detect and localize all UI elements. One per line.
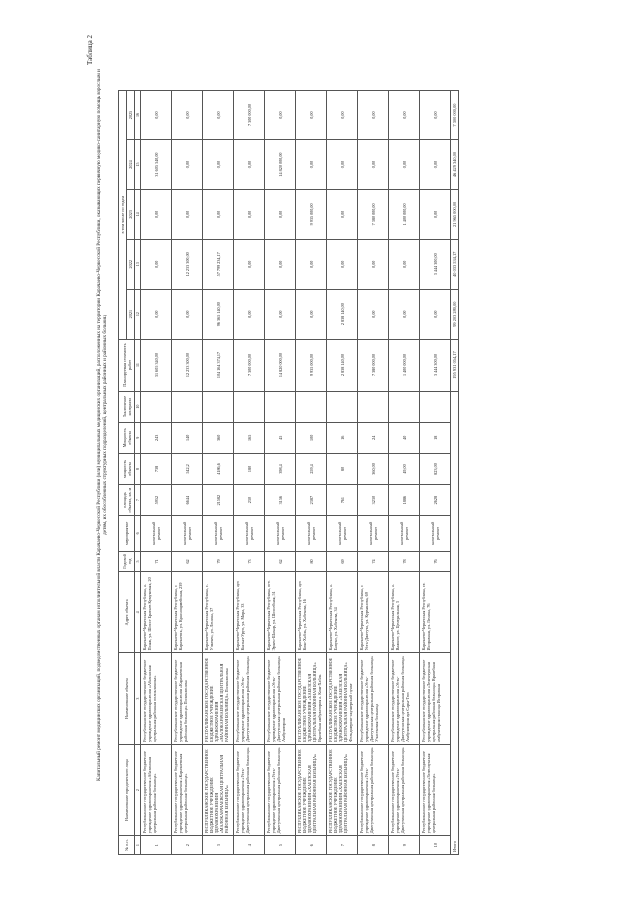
- cell-addr: Карачаево-Черкесская Республика, аул Кош-Хабль, ул. Хабекова, 16: [296, 572, 327, 653]
- cell-y2022: 0,00: [234, 239, 265, 289]
- table-row: [203, 91, 234, 855]
- cell-org: РЕСПУБЛИКАНСКОЕ ГОСУДАРСТВЕННОЕ БЮДЖЕТНОЕ УЧРЕЖДЕНИЕ ЗДРАВООХРАНЕНИЯ «ХАБЕЗСКАЯ ЦЕНТРАЛЬНАЯ РАЙОННАЯ БОЛЬНИЦА»: [327, 744, 358, 835]
- col-year: Годовой год: [119, 551, 135, 572]
- colnum: 12: [135, 289, 141, 339]
- cell-area: 6644: [172, 485, 203, 516]
- cell-org: Республиканское государственное бюджетное учреждение здравоохранения «Усть-Джегутинская центральная районная больница»: [265, 744, 296, 835]
- cell-cap: 360: [203, 422, 234, 453]
- cell-type: капитальный ремонт: [327, 516, 358, 551]
- cell-area: 2628: [420, 485, 451, 516]
- col-area: площадь объекта, кв. м: [119, 485, 135, 516]
- cell-obj: Республиканское государственное бюджетное учреждение здравоохранения «Усть-Джегутинская центральная районная больница» Участковая больница: [358, 653, 389, 744]
- cell-area: 230: [234, 485, 265, 516]
- cell-area: 5952: [141, 485, 172, 516]
- cell-y2022: 0,00: [327, 239, 358, 289]
- cell-obj: Республиканское государственное бюджетное учреждение здравоохранения «Усть-Джегутинская центральная районная больница»: [234, 653, 265, 744]
- cell-date: [296, 391, 327, 422]
- col-by-year: в том числе по годам: [119, 91, 127, 340]
- cell-n: 8: [358, 836, 389, 855]
- cell-obj: РЕСПУБЛИКАНСКОЕ ГОСУДАРСТВЕННОЕ БЮДЖЕТНОЕ УЧРЕЖДЕНИЕ ЗДРАВООХРАНЕНИЯ «ХАБЕЗСКАЯ ЦЕНТРАЛЬНАЯ РАЙОННАЯ БОЛЬНИЦА» Фельдшерско-акушерский пункт: [327, 653, 358, 744]
- cell-y2021: 0,00: [141, 289, 172, 339]
- cell-addr: Карачаево-Черкесская Республика, ст. Исправная, ул. Ленина, 76: [420, 572, 451, 653]
- cell-cost: 31 605 340,00: [141, 339, 172, 391]
- cell-addr: Карачаево-Черкесская Республика, г. Карачаевск, ул. Красноармейская, 239: [172, 572, 203, 653]
- cell-y2023: 0,00: [172, 189, 203, 239]
- col-cap: Мощность объекта: [119, 422, 135, 453]
- cell-y2023: 0,00: [420, 189, 451, 239]
- cell-year: 80: [296, 551, 327, 572]
- cell-obj: Республиканское государственное бюджетное учреждение здравоохранения «Усть-Джегутинская центральная районная больница» Амбулатория аул Сары-Тюз: [389, 653, 420, 744]
- colnum: 14: [135, 189, 141, 239]
- cell-y2021: 0,00: [265, 289, 296, 339]
- cell-cap: 100: [296, 422, 327, 453]
- cell-y2021: 0,00: [358, 289, 389, 339]
- colnum: 2: [135, 744, 141, 835]
- cell-n: 6: [296, 836, 327, 855]
- colnum: 1: [135, 836, 141, 855]
- table-row: [172, 91, 203, 855]
- cell-cap: 16: [327, 422, 358, 453]
- total-2022: 40 033 534,17: [451, 239, 459, 289]
- cell-y2021: 0,00: [296, 289, 327, 339]
- cell-year: 73: [234, 551, 265, 572]
- cell-y2023: 0,00: [234, 189, 265, 239]
- cell-cap: 24: [358, 422, 389, 453]
- cell-cost: 1 400 000,00: [389, 339, 420, 391]
- cell-cap: 140: [172, 422, 203, 453]
- col-2022: 2022: [127, 239, 135, 289]
- cell-y2021: 0,00: [172, 289, 203, 339]
- cell-y2025: 0,00: [296, 91, 327, 140]
- cell-y2021: 0,00: [389, 289, 420, 339]
- cell-year: 62: [265, 551, 296, 572]
- cell-addr: Карачаево-Черкесская Республика, аул Кызыл-Уруп, ул. Мира, 33: [234, 572, 265, 653]
- cell-cost: 9 935 000,00: [296, 339, 327, 391]
- cell-cap: 243: [141, 422, 172, 453]
- cell-addr: Карачаево-Черкесская Республика, а. Важное, ул. Центральная, 3: [389, 572, 420, 653]
- cell-org: РЕСПУБЛИКАНСКОЕ ГОСУДАРСТВЕННОЕ БЮДЖЕТНОЕ УЧРЕЖДЕНИЕ ЗДРАВООХРАНЕНИЯ «ХАБЕЗСКАЯ ЦЕНТРАЛЬНАЯ РАЙОННАЯ БОЛЬНИЦА»: [296, 744, 327, 835]
- col-type: мероприятие: [119, 516, 135, 551]
- cell-y2021: 96 365 140,00: [203, 289, 234, 339]
- cell-area: 761: [327, 485, 358, 516]
- cell-y2025: 7 300 000,00: [234, 91, 265, 140]
- colnum: 5: [135, 551, 141, 572]
- header-row: [119, 91, 127, 855]
- cell-y2025: 0,00: [327, 91, 358, 140]
- cell-req: 49,00: [389, 453, 420, 484]
- col-2025: 2025: [127, 91, 135, 140]
- cell-type: капитальный ремонт: [296, 516, 327, 551]
- cell-y2022: 0,00: [265, 239, 296, 289]
- cell-y2022: 3 444 300,00: [420, 239, 451, 289]
- cell-addr: Карачаево-Черкесская Республика, пгт. Эркен-Шахар, ул. Шоссейная, 51: [265, 572, 296, 653]
- cell-y2025: 0,00: [141, 91, 172, 140]
- cell-org: Республиканское государственное бюджетное учреждение здравоохранения «Усть-Джегутинская центральная районная больница»: [358, 744, 389, 835]
- cell-org: РЕСПУБЛИКАНСКОЕ ГОСУДАРСТВЕННОЕ БЮДЖЕТНОЕ УЧРЕЖДЕНИЕ ЗДРАВООХРАНЕНИЯ «МАЛОКАРАЧАЕВСКАЯ ЦЕНТРАЛЬНАЯ РАЙОННАЯ БОЛЬНИЦА»: [203, 744, 234, 835]
- cell-y2024: 0,00: [172, 140, 203, 190]
- colnum: 11: [135, 339, 141, 391]
- cell-req: 80: [327, 453, 358, 484]
- colnum: 8: [135, 453, 141, 484]
- table-row: [296, 91, 327, 855]
- cell-date: [203, 391, 234, 422]
- cell-type: капитальный ремонт: [234, 516, 265, 551]
- cell-obj: РЕСПУБЛИКАНСКОЕ ГОСУДАРСТВЕННОЕ БЮДЖЕТНОЕ УЧРЕЖДЕНИЕ ЗДРАВООХРАНЕНИЯ «ХАБЕЗСКАЯ ЦЕНТРАЛЬНАЯ РАЙОННАЯ БОЛЬНИЦА» Врачебная амбулатория а. Кош-Хабль: [296, 653, 327, 744]
- cell-y2024: 0,00: [420, 140, 451, 190]
- cell-n: 7: [327, 836, 358, 855]
- cell-y2023: 7 380 000,00: [358, 189, 389, 239]
- table-row: [141, 91, 172, 855]
- colnum: 10: [135, 391, 141, 422]
- cell-year: 69: [327, 551, 358, 572]
- cell-n: 2: [172, 836, 203, 855]
- cell-date: [141, 391, 172, 422]
- colnum: 4: [135, 572, 141, 653]
- cell-cost: 7 300 000,00: [234, 339, 265, 391]
- cell-cost: 104 164 374,17: [203, 339, 234, 391]
- cell-y2024: 0,00: [389, 140, 420, 190]
- table-row: [327, 91, 358, 855]
- cell-cost: 14 820 000,00: [265, 339, 296, 391]
- cell-n: 10: [420, 836, 451, 855]
- cell-year: 62: [172, 551, 203, 572]
- cell-org: Республиканское государственное бюджетное учреждение здравоохранения «Абазинская центральная районная больница»: [141, 744, 172, 835]
- cell-req: 398,4: [265, 453, 296, 484]
- colnum: 6: [135, 516, 141, 551]
- total-label: Итого: [451, 391, 459, 854]
- table-row: [265, 91, 296, 855]
- cell-y2025: 0,00: [265, 91, 296, 140]
- cell-y2025: 0,00: [420, 91, 451, 140]
- cell-year: 76: [420, 551, 451, 572]
- cell-obj: Республиканское государственное бюджетное учреждение здравоохранения «Усть-Джегутинская центральная районная больница» Амбулатория: [265, 653, 296, 744]
- cell-org: Республиканское государственное бюджетное учреждение здравоохранения «Зеленчукская центральная районная больница»: [420, 744, 451, 835]
- cell-n: 5: [265, 836, 296, 855]
- cell-y2025: 0,00: [389, 91, 420, 140]
- cell-org: Республиканское государственное бюджетное учреждение здравоохранения «Карачаевская центральная районная больница»: [172, 744, 203, 835]
- cell-req: 4186,6: [203, 453, 234, 484]
- total-2024: 46 429 340,00: [451, 140, 459, 190]
- cell-cap: 165: [234, 422, 265, 453]
- table-label: Таблица 2: [86, 35, 94, 65]
- cell-type: капитальный ремонт: [389, 516, 420, 551]
- cell-area: 1886: [389, 485, 420, 516]
- colnum: 13: [135, 239, 141, 289]
- cell-y2024: 0,00: [327, 140, 358, 190]
- cell-y2021: 0,00: [420, 289, 451, 339]
- cell-cost: 3 444 300,00: [420, 339, 451, 391]
- cell-y2025: 0,00: [203, 91, 234, 140]
- col-2021: 2021: [127, 289, 135, 339]
- cell-y2024: 14 820 000,00: [265, 140, 296, 190]
- cell-obj: Республиканское государственное бюджетное учреждение здравоохранения «Зеленчукская центральная районная больница» Врачебная амбулатория станица Исправная: [420, 653, 451, 744]
- cell-area: 2387: [296, 485, 327, 516]
- cell-date: [265, 391, 296, 422]
- cell-cost: 12 233 300,00: [172, 339, 203, 391]
- cell-y2025: 0,00: [358, 91, 389, 140]
- cell-type: капитальный ремонт: [172, 516, 203, 551]
- cell-addr: Карачаево-Черкесская Республика, г. Усть-Джегута, ул. Курманова, 69: [358, 572, 389, 653]
- total-2021: 99 203 280,00: [451, 289, 459, 339]
- cell-cap: 45: [265, 422, 296, 453]
- cell-y2023: 0,00: [265, 189, 296, 239]
- total-row: [451, 91, 459, 855]
- cell-n: 3: [203, 836, 234, 855]
- col-2024: 2024: [127, 140, 135, 190]
- cell-y2023: 0,00: [203, 189, 234, 239]
- table-row: [358, 91, 389, 855]
- cell-date: [327, 391, 358, 422]
- table-row: [389, 91, 420, 855]
- cell-y2024: 0,00: [234, 140, 265, 190]
- cell-addr: Карачаево-Черкесская Республика, а. Бавуко, ул. Хабекова, 34: [327, 572, 358, 653]
- col-cost: Планируемая стоимость работ: [119, 339, 135, 391]
- cell-req: 259,4: [296, 453, 327, 484]
- cell-obj: Республиканское государственное бюджетное учреждение здравоохранения «Абазинская центральная районная поликлиника»: [141, 653, 172, 744]
- cell-y2024: 0,00: [358, 140, 389, 190]
- cell-area: 3230: [358, 485, 389, 516]
- cell-y2025: 0,00: [172, 91, 203, 140]
- cell-req: 542,2: [172, 453, 203, 484]
- col-n: № п.п.: [119, 836, 135, 855]
- col-org: Наименование юридического лица: [119, 744, 135, 835]
- cell-date: [420, 391, 451, 422]
- cell-cost: 7 380 000,00: [358, 339, 389, 391]
- total-2023: 21 965 000,00: [451, 189, 459, 239]
- cell-obj: РЕСПУБЛИКАНСКОЕ ГОСУДАРСТВЕННОЕ БЮДЖЕТНОЕ УЧРЕЖДЕНИЕ ЗДРАВООХРАНЕНИЯ «МАЛОКАРАЧАЕВСКАЯ ЦЕНТРАЛЬНАЯ РАЙОННАЯ БОЛЬНИЦА» Поликлиника: [203, 653, 234, 744]
- cell-area: 21582: [203, 485, 234, 516]
- cell-cost: 2 838 140,00: [327, 339, 358, 391]
- cell-y2024: 31 605 340,00: [141, 140, 172, 190]
- colnum: 7: [135, 485, 141, 516]
- cell-obj: Республиканское государственное бюджетное учреждение здравоохранения «Карачаевская районная больница» Поликлиника: [172, 653, 203, 744]
- cell-req: 180: [234, 453, 265, 484]
- cell-type: капитальный ремонт: [203, 516, 234, 551]
- total-2025: 7 300 000,00: [451, 91, 459, 140]
- cell-y2021: 2 838 140,00: [327, 289, 358, 339]
- cell-y2024: 0,00: [296, 140, 327, 190]
- cell-y2023: 0,00: [327, 189, 358, 239]
- cell-type: капитальный ремонт: [265, 516, 296, 551]
- cell-area: 3156: [265, 485, 296, 516]
- col-2023: 2023: [127, 189, 135, 239]
- cell-date: [234, 391, 265, 422]
- cell-y2023: 9 935 000,00: [296, 189, 327, 239]
- colnum: 16: [135, 91, 141, 140]
- cell-type: капитальный ремонт: [358, 516, 389, 551]
- cell-addr: Карачаево-Черкесская Республика, а. Псыж, ул. Шоссе Братьев Кумуковых, 20: [141, 572, 172, 653]
- table-row: [420, 91, 451, 855]
- cell-year: 78: [389, 551, 420, 572]
- cell-y2022: 0,00: [141, 239, 172, 289]
- cell-year: 71: [141, 551, 172, 572]
- cell-type: капитальный ремонт: [420, 516, 451, 551]
- col-date: Заключение контракта: [119, 391, 135, 422]
- colnum: 3: [135, 653, 141, 744]
- cell-y2021: 0,00: [234, 289, 265, 339]
- cell-org: Республиканское государственное бюджетное учреждение здравоохранения «Усть-Джегутинская центральная районная больница»: [234, 744, 265, 835]
- total-cost: 195 931 054,17: [451, 339, 459, 391]
- cell-addr: Карачаево-Черкесская Республика, с. Учкекен, ул. Ленина, 37: [203, 572, 234, 653]
- col-addr: Адрес объекта: [119, 572, 135, 653]
- cell-y2023: 0,00: [141, 189, 172, 239]
- cell-org: Республиканское государственное бюджетное учреждение здравоохранения «Усть-Джегутинская центральная районная больница»: [389, 744, 420, 835]
- cell-y2022: 0,00: [296, 239, 327, 289]
- cell-y2022: 0,00: [358, 239, 389, 289]
- cell-type: капитальный ремонт: [141, 516, 172, 551]
- cell-y2024: 0,00: [203, 140, 234, 190]
- cell-y2022: 57 799 234,17: [203, 239, 234, 289]
- colnum: 9: [135, 422, 141, 453]
- cell-year: 74: [358, 551, 389, 572]
- table-row: [234, 91, 265, 855]
- cell-date: [389, 391, 420, 422]
- cell-req: 360,00: [358, 453, 389, 484]
- col-obj: Наименование объекта: [119, 653, 135, 744]
- cell-y2023: 1 400 000,00: [389, 189, 420, 239]
- cell-date: [358, 391, 389, 422]
- cell-cap: 18: [420, 422, 451, 453]
- colnum: 15: [135, 140, 141, 190]
- cell-n: 4: [234, 836, 265, 855]
- cell-n: 1: [141, 836, 172, 855]
- capital-repair-table: [118, 90, 459, 855]
- cell-y2022: 12 233 300,00: [172, 239, 203, 289]
- cell-y2022: 0,00: [389, 239, 420, 289]
- cell-req: 823,00: [420, 453, 451, 484]
- cell-n: 9: [389, 836, 420, 855]
- col-req: мощность объекта: [119, 453, 135, 484]
- document-title: Капитальный ремонт медицинских организаций, подведомственных органам исполнительной власти Карачаево-Черкесской Республики (или) муниципальных медицинских организаций, расположенных на территории Карачаево-Черкесской Республики, оказывающих первичную медико-санитарную помощь взрослым и детям, их обособленных структурных подразделений, центральных районных и районных больниц: [96, 69, 109, 781]
- cell-year: 79: [203, 551, 234, 572]
- cell-date: [172, 391, 203, 422]
- cell-req: 738: [141, 453, 172, 484]
- cell-cap: 40: [389, 422, 420, 453]
